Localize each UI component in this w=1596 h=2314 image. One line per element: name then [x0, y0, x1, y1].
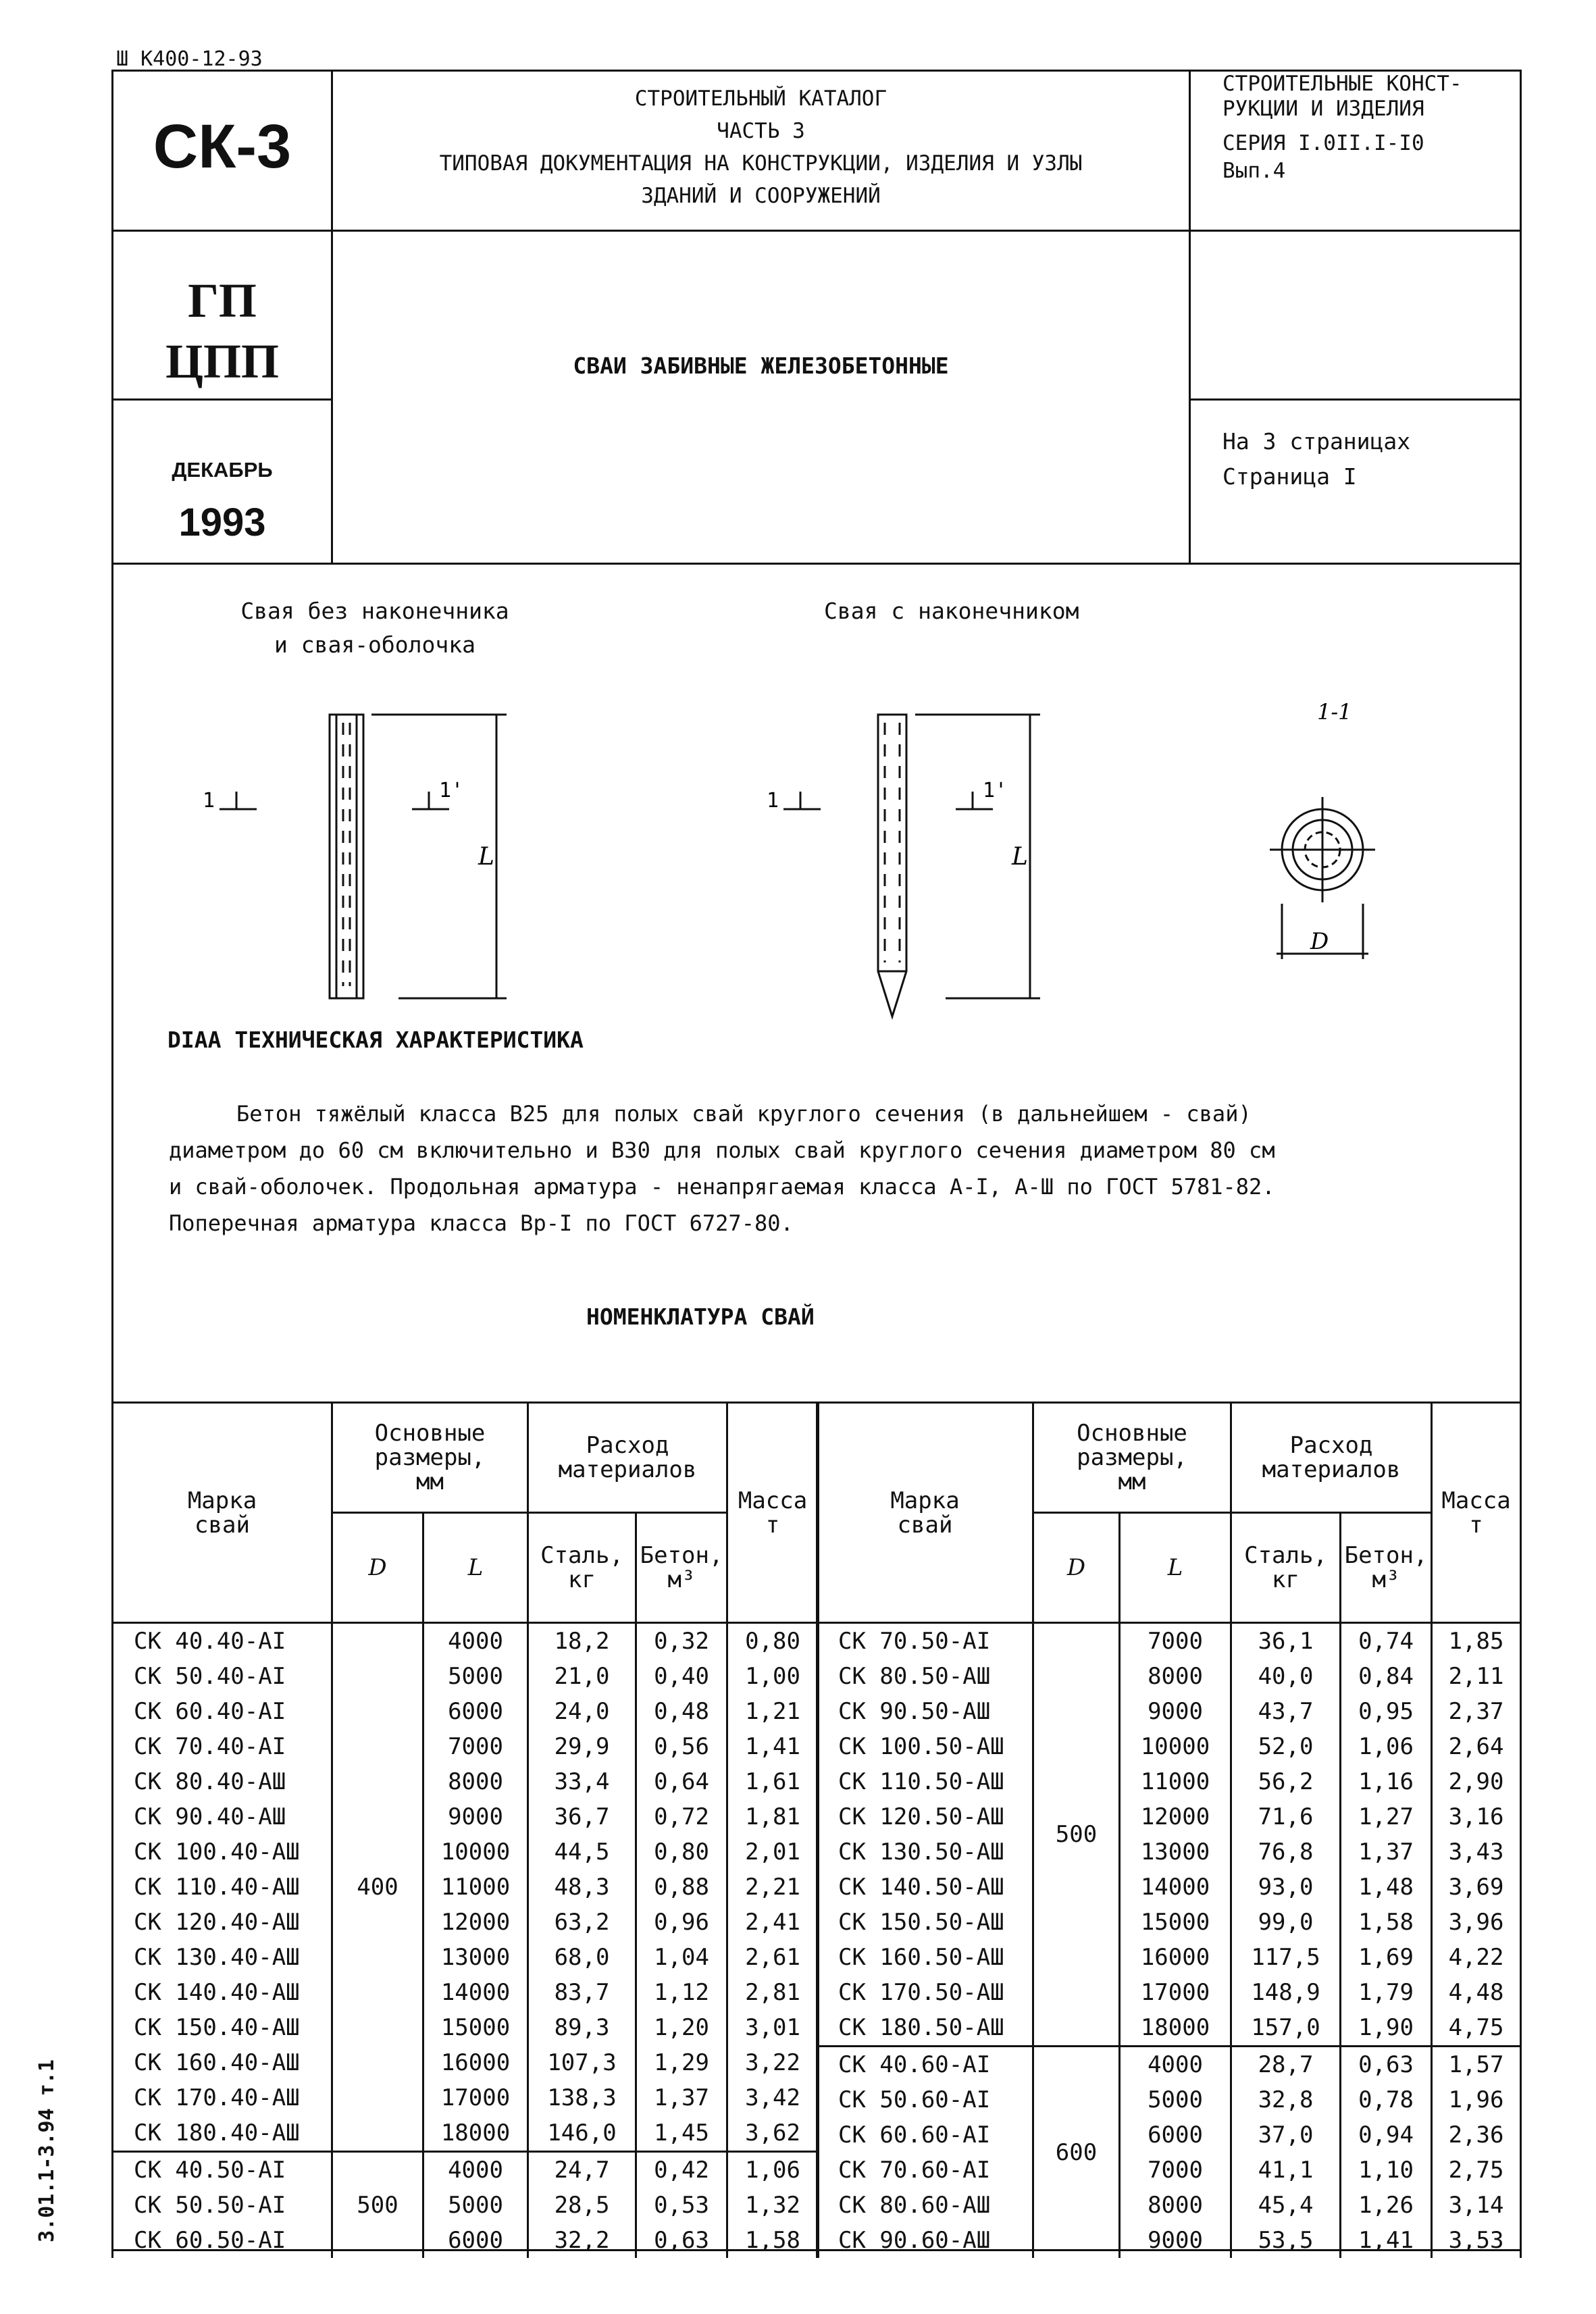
- document-title: СВАИ ЗАБИВНЫЕ ЖЕЛЕЗОБЕТОННЫЕ: [573, 353, 949, 379]
- steel-cell: 37,0: [1231, 2117, 1341, 2153]
- steel-cell: 76,8: [1231, 1834, 1341, 1870]
- concrete-cell: 1,37: [1341, 1834, 1432, 1870]
- length-cell: 17000: [423, 2080, 528, 2115]
- pile-mark-cell: СК 130.40-АШ: [113, 1940, 332, 1975]
- pages-info: [1222, 424, 1410, 494]
- steel-header: Сталь, кг: [1231, 1513, 1341, 1623]
- mass-cell: 1,06: [727, 2152, 819, 2188]
- pile-mark-cell: СК 120.40-АШ: [113, 1905, 332, 1940]
- pile-mark-cell: СК 60.60-АI: [817, 2117, 1033, 2153]
- table-row: [817, 1870, 1521, 1905]
- mass-header: Масса т: [1432, 1403, 1521, 1623]
- pile-mark-cell: СК 180.50-АШ: [817, 2010, 1033, 2047]
- tech-heading: DIAA ТЕХНИЧЕСКАЯ ХАРАКТЕРИСТИКА: [168, 1027, 584, 1053]
- mass-cell: 3,53: [1432, 2223, 1521, 2258]
- length-cell: 7000: [423, 1729, 528, 1764]
- diameter-cell: 400: [332, 1623, 423, 2152]
- length-cell: 17000: [1120, 1975, 1231, 2010]
- section-mark-1: 1: [203, 789, 215, 813]
- mass-cell: 2,81: [727, 1975, 819, 2010]
- caption-shell-pile: и свая-оболочка: [274, 632, 475, 658]
- steel-cell: 89,3: [528, 2010, 636, 2045]
- mass-cell: 3,62: [727, 2115, 819, 2152]
- mass-cell: 3,43: [1432, 1834, 1521, 1870]
- table-row: [817, 1694, 1521, 1729]
- pile-mark-cell: СК 180.40-АШ: [113, 2115, 332, 2152]
- table-row: [113, 2188, 819, 2223]
- pages-line: Страница I: [1222, 463, 1357, 490]
- section-mark-1-prime: 1': [983, 779, 1008, 802]
- concrete-cell: 0,56: [636, 1729, 727, 1764]
- table-row: [817, 1659, 1521, 1694]
- concrete-cell: 1,45: [636, 2115, 727, 2152]
- section-mark-1-prime: 1': [439, 779, 464, 802]
- table-row: [113, 1940, 819, 1975]
- mass-cell: 1,00: [727, 1659, 819, 1694]
- concrete-cell: 0,64: [636, 1764, 727, 1799]
- table-row: [817, 2082, 1521, 2117]
- pile-mark-cell: СК 150.50-АШ: [817, 1905, 1033, 1940]
- table-row: [113, 1870, 819, 1905]
- pile-mark-cell: СК 150.40-АШ: [113, 2010, 332, 2045]
- length-cell: 4000: [1120, 2047, 1231, 2083]
- nomenclature-table-left: [111, 1402, 819, 2258]
- main-dims-header: Основные размеры, мм: [1033, 1403, 1231, 1513]
- table-row: [113, 2152, 819, 2188]
- pile-mark-cell: СК 90.40-АШ: [113, 1799, 332, 1834]
- steel-cell: 18,2: [528, 1623, 636, 1660]
- concrete-cell: 0,53: [636, 2188, 727, 2223]
- pile-mark-cell: СК 170.40-АШ: [113, 2080, 332, 2115]
- length-cell: 12000: [423, 1905, 528, 1940]
- length-cell: 5000: [423, 1659, 528, 1694]
- issue-year: 1993: [178, 500, 266, 544]
- steel-cell: 36,7: [528, 1799, 636, 1834]
- pile-mark-cell: СК 60.40-АI: [113, 1694, 332, 1729]
- length-cell: 16000: [1120, 1940, 1231, 1975]
- concrete-cell: 0,72: [636, 1799, 727, 1834]
- steel-cell: 24,0: [528, 1694, 636, 1729]
- consumption-header: Расход материалов: [528, 1403, 727, 1513]
- concrete-cell: 1,12: [636, 1975, 727, 2010]
- length-cell: 15000: [423, 2010, 528, 2045]
- table-row: [817, 1764, 1521, 1799]
- series-line: Вып.4: [1222, 159, 1286, 183]
- concrete-cell: 0,88: [636, 1870, 727, 1905]
- table-row: [113, 1834, 819, 1870]
- mass-cell: 3,16: [1432, 1799, 1521, 1834]
- document-code: Ш К400-12-93: [116, 47, 263, 71]
- series-line: СТРОИТЕЛЬНЫЕ КОНСТ-: [1222, 72, 1462, 96]
- concrete-cell: 1,16: [1341, 1764, 1432, 1799]
- length-cell: 5000: [1120, 2082, 1231, 2117]
- steel-cell: 28,7: [1231, 2047, 1341, 2083]
- length-cell: 12000: [1120, 1799, 1231, 1834]
- table-row: [817, 2223, 1521, 2258]
- mass-cell: 3,69: [1432, 1870, 1521, 1905]
- mass-cell: 3,42: [727, 2080, 819, 2115]
- length-cell: 7000: [1120, 2153, 1231, 2188]
- table-row: [113, 1764, 819, 1799]
- concrete-cell: 0,63: [1341, 2047, 1432, 2083]
- steel-cell: 43,7: [1231, 1694, 1341, 1729]
- length-header: L: [423, 1513, 528, 1623]
- concrete-cell: 1,04: [636, 1940, 727, 1975]
- concrete-cell: 1,26: [1341, 2188, 1432, 2223]
- diameter-cell: 500: [1033, 1623, 1120, 2047]
- mass-cell: 1,96: [1432, 2082, 1521, 2117]
- mass-cell: 4,22: [1432, 1940, 1521, 1975]
- concrete-cell: 1,06: [1341, 1729, 1432, 1764]
- mark-header: Марка свай: [817, 1403, 1033, 1623]
- steel-cell: 52,0: [1231, 1729, 1341, 1764]
- pile-mark-cell: СК 100.50-АШ: [817, 1729, 1033, 1764]
- length-cell: 8000: [1120, 1659, 1231, 1694]
- series-line: СЕРИЯ I.0II.I-I0: [1222, 131, 1424, 155]
- table-row: [113, 2045, 819, 2080]
- mass-cell: 2,11: [1432, 1659, 1521, 1694]
- table-row: [817, 1623, 1521, 1660]
- series-block: [1222, 72, 1462, 184]
- pile-mark-cell: СК 130.50-АШ: [817, 1834, 1033, 1870]
- mass-cell: 2,61: [727, 1940, 819, 1975]
- concrete-cell: 0,96: [636, 1905, 727, 1940]
- mass-cell: 1,41: [727, 1729, 819, 1764]
- pile-mark-cell: СК 90.60-АШ: [817, 2223, 1033, 2258]
- mass-cell: 3,14: [1432, 2188, 1521, 2223]
- concrete-cell: 0,74: [1341, 1623, 1432, 1660]
- steel-cell: 21,0: [528, 1659, 636, 1694]
- pile-mark-cell: СК 110.40-АШ: [113, 1870, 332, 1905]
- length-cell: 10000: [423, 1834, 528, 1870]
- length-cell: 6000: [423, 2223, 528, 2258]
- steel-cell: 40,0: [1231, 1659, 1341, 1694]
- diameter-cell: 500: [332, 2152, 423, 2259]
- table-row: [113, 1975, 819, 2010]
- catalog-line: ЗДАНИЙ И СООРУЖЕНИЙ: [641, 184, 881, 208]
- caption-pile-with-tip: Свая с наконечником: [824, 598, 1079, 624]
- table-row: [817, 1975, 1521, 2010]
- table-row: [113, 2010, 819, 2045]
- pile-mark-cell: СК 60.50-АI: [113, 2223, 332, 2258]
- length-dim-label: L: [478, 843, 494, 871]
- length-cell: 14000: [423, 1975, 528, 2010]
- mass-cell: 3,22: [727, 2045, 819, 2080]
- mass-cell: 1,32: [727, 2188, 819, 2223]
- length-cell: 8000: [1120, 2188, 1231, 2223]
- length-cell: 5000: [423, 2188, 528, 2223]
- table-row: [817, 1834, 1521, 1870]
- mass-cell: 1,81: [727, 1799, 819, 1834]
- table-row: [113, 1905, 819, 1940]
- steel-cell: 33,4: [528, 1764, 636, 1799]
- mass-cell: 3,01: [727, 2010, 819, 2045]
- section-mark-1: 1: [767, 789, 779, 813]
- pile-mark-cell: СК 160.40-АШ: [113, 2045, 332, 2080]
- pile-mark-cell: СК 80.60-АШ: [817, 2188, 1033, 2223]
- mass-cell: 3,96: [1432, 1905, 1521, 1940]
- steel-header: Сталь, кг: [528, 1513, 636, 1623]
- length-cell: 15000: [1120, 1905, 1231, 1940]
- steel-cell: 28,5: [528, 2188, 636, 2223]
- steel-cell: 83,7: [528, 1975, 636, 2010]
- pile-mark-cell: СК 80.40-АШ: [113, 1764, 332, 1799]
- length-cell: 7000: [1120, 1623, 1231, 1660]
- table-row: [113, 2115, 819, 2152]
- caption-pile-without-tip: Свая без наконечника: [240, 598, 509, 624]
- pile-mark-cell: СК 140.50-АШ: [817, 1870, 1033, 1905]
- concrete-cell: 1,41: [1341, 2223, 1432, 2258]
- diameter-header: D: [332, 1513, 423, 1623]
- tech-text: [169, 1096, 1275, 1241]
- length-cell: 13000: [423, 1940, 528, 1975]
- steel-cell: 63,2: [528, 1905, 636, 1940]
- pile-mark-cell: СК 80.50-АШ: [817, 1659, 1033, 1694]
- steel-cell: 146,0: [528, 2115, 636, 2152]
- mass-header: Масса т: [727, 1403, 819, 1623]
- pile-mark-cell: СК 70.50-АI: [817, 1623, 1033, 1660]
- series-line: РУКЦИИ И ИЗДЕЛИЯ: [1222, 97, 1424, 121]
- concrete-cell: 0,78: [1341, 2082, 1432, 2117]
- concrete-cell: 0,80: [636, 1834, 727, 1870]
- concrete-cell: 0,63: [636, 2223, 727, 2258]
- catalog-line: ТИПОВАЯ ДОКУМЕНТАЦИЯ НА КОНСТРУКЦИИ, ИЗДЕЛИЯ И УЗЛЫ: [439, 151, 1083, 176]
- concrete-header: Бетон, м³: [1341, 1513, 1432, 1623]
- concrete-cell: 1,37: [636, 2080, 727, 2115]
- table-row: [817, 2047, 1521, 2083]
- pile-mark-cell: СК 70.40-АI: [113, 1729, 332, 1764]
- steel-cell: 53,5: [1231, 2223, 1341, 2258]
- diameter-header: D: [1033, 1513, 1120, 1623]
- concrete-cell: 0,42: [636, 2152, 727, 2188]
- table-row: [817, 1940, 1521, 1975]
- pile-with-tip-drawing: [756, 689, 1108, 1027]
- length-cell: 9000: [1120, 1694, 1231, 1729]
- table-row: [817, 1905, 1521, 1940]
- organization: [113, 270, 331, 392]
- steel-cell: 32,8: [1231, 2082, 1341, 2117]
- consumption-header: Расход материалов: [1231, 1403, 1432, 1513]
- table-row: [817, 2010, 1521, 2047]
- pile-mark-cell: СК 170.50-АШ: [817, 1975, 1033, 2010]
- steel-cell: 157,0: [1231, 2010, 1341, 2047]
- mass-cell: 2,36: [1432, 2117, 1521, 2153]
- length-cell: 8000: [423, 1764, 528, 1799]
- mass-cell: 2,90: [1432, 1764, 1521, 1799]
- steel-cell: 45,4: [1231, 2188, 1341, 2223]
- catalog-line: ЧАСТЬ 3: [717, 119, 805, 143]
- pile-mark-cell: СК 120.50-АШ: [817, 1799, 1033, 1834]
- tech-line: Бетон тяжёлый класса В25 для полых свай круглого сечения (в дальнейшем - свай): [236, 1101, 1252, 1127]
- mass-cell: 0,80: [727, 1623, 819, 1660]
- pile-mark-cell: СК 50.40-АI: [113, 1659, 332, 1694]
- length-cell: 9000: [423, 1799, 528, 1834]
- steel-cell: 48,3: [528, 1870, 636, 1905]
- org-line: ЦПП: [165, 334, 279, 388]
- catalog-line: СТРОИТЕЛЬНЫЙ КАТАЛОГ: [634, 86, 887, 111]
- nomenclature-table-right: [816, 1402, 1522, 2258]
- steel-cell: 56,2: [1231, 1764, 1341, 1799]
- mass-cell: 4,75: [1432, 2010, 1521, 2047]
- nomenclature-title: НОМЕНКЛАТУРА СВАЙ: [586, 1304, 815, 1330]
- diameter-cell: 600: [1033, 2047, 1120, 2259]
- mass-cell: 1,85: [1432, 1623, 1521, 1660]
- section-1-1-drawing: [1243, 689, 1445, 986]
- pile-mark-cell: СК 160.50-АШ: [817, 1940, 1033, 1975]
- length-cell: 18000: [423, 2115, 528, 2152]
- pile-mark-cell: СК 110.50-АШ: [817, 1764, 1033, 1799]
- mass-cell: 2,21: [727, 1870, 819, 1905]
- pile-mark-cell: СК 90.50-АШ: [817, 1694, 1033, 1729]
- concrete-cell: 1,27: [1341, 1799, 1432, 1834]
- length-cell: 11000: [1120, 1764, 1231, 1799]
- pile-mark-cell: СК 140.40-АШ: [113, 1975, 332, 2010]
- length-cell: 6000: [423, 1694, 528, 1729]
- length-dim-label: L: [1012, 843, 1028, 871]
- steel-cell: 44,5: [528, 1834, 636, 1870]
- mass-cell: 1,61: [727, 1764, 819, 1799]
- concrete-cell: 1,79: [1341, 1975, 1432, 2010]
- table-row: [817, 2117, 1521, 2153]
- tech-line: диаметром до 60 см включительно и В30 для полых свай круглого сечения диаметром 80 см: [169, 1137, 1275, 1163]
- concrete-cell: 1,10: [1341, 2153, 1432, 2188]
- side-stamp: 3.01.1-3.94 т.1: [35, 2059, 59, 2242]
- concrete-cell: 0,48: [636, 1694, 727, 1729]
- steel-cell: 29,9: [528, 1729, 636, 1764]
- concrete-header: Бетон, м³: [636, 1513, 727, 1623]
- concrete-cell: 0,32: [636, 1623, 727, 1660]
- main-dims-header: Основные размеры, мм: [332, 1403, 528, 1513]
- length-cell: 4000: [423, 2152, 528, 2188]
- catalog-title-block: [333, 82, 1189, 212]
- mass-cell: 2,01: [727, 1834, 819, 1870]
- concrete-cell: 1,48: [1341, 1870, 1432, 1905]
- pile-mark-cell: СК 100.40-АШ: [113, 1834, 332, 1870]
- mass-cell: 1,58: [727, 2223, 819, 2258]
- org-line: ГП: [188, 274, 257, 328]
- length-cell: 11000: [423, 1870, 528, 1905]
- mass-cell: 1,21: [727, 1694, 819, 1729]
- steel-cell: 32,2: [528, 2223, 636, 2258]
- diameter-dim-label: D: [1310, 928, 1329, 955]
- steel-cell: 117,5: [1231, 1940, 1341, 1975]
- concrete-cell: 1,90: [1341, 2010, 1432, 2047]
- mass-cell: 4,48: [1432, 1975, 1521, 2010]
- steel-cell: 138,3: [528, 2080, 636, 2115]
- table-row: [113, 1659, 819, 1694]
- table-row: [817, 2188, 1521, 2223]
- length-cell: 4000: [423, 1623, 528, 1660]
- steel-cell: 107,3: [528, 2045, 636, 2080]
- table-row: [817, 1729, 1521, 1764]
- concrete-cell: 1,29: [636, 2045, 727, 2080]
- table-row: [113, 1694, 819, 1729]
- mark-header: Марка свай: [113, 1403, 332, 1623]
- steel-cell: 68,0: [528, 1940, 636, 1975]
- mass-cell: 2,41: [727, 1905, 819, 1940]
- table-row: [113, 1729, 819, 1764]
- tech-line: Поперечная арматура класса Вр-I по ГОСТ 6727-80.: [169, 1210, 794, 1236]
- pile-mark-cell: СК 50.60-АI: [817, 2082, 1033, 2117]
- pile-mark-cell: СК 50.50-АI: [113, 2188, 332, 2223]
- tech-line: и свай-оболочек. Продольная арматура - ненапрягаемая класса А-I, А-Ш по ГОСТ 5781-82.: [169, 1174, 1275, 1200]
- length-cell: 9000: [1120, 2223, 1231, 2258]
- steel-cell: 71,6: [1231, 1799, 1341, 1834]
- table-row: [113, 2223, 819, 2258]
- steel-cell: 24,7: [528, 2152, 636, 2188]
- catalog-code: СК-3: [153, 112, 292, 181]
- table-row: [817, 1799, 1521, 1834]
- concrete-cell: 0,84: [1341, 1659, 1432, 1694]
- length-cell: 16000: [423, 2045, 528, 2080]
- table-row: [113, 1799, 819, 1834]
- length-cell: 18000: [1120, 2010, 1231, 2047]
- section-label: 1-1: [1317, 699, 1352, 725]
- length-cell: 6000: [1120, 2117, 1231, 2153]
- steel-cell: 41,1: [1231, 2153, 1341, 2188]
- table-row: [817, 2153, 1521, 2188]
- concrete-cell: 0,94: [1341, 2117, 1432, 2153]
- pile-mark-cell: СК 40.40-АI: [113, 1623, 332, 1660]
- mass-cell: 2,75: [1432, 2153, 1521, 2188]
- pile-mark-cell: СК 70.60-АI: [817, 2153, 1033, 2188]
- table-row: [113, 2080, 819, 2115]
- mass-cell: 1,57: [1432, 2047, 1521, 2083]
- issue-month: ДЕКАБРЬ: [172, 458, 273, 482]
- pile-without-tip-drawing: [182, 689, 534, 1006]
- mass-cell: 2,64: [1432, 1729, 1521, 1764]
- concrete-cell: 1,69: [1341, 1940, 1432, 1975]
- table-row: [113, 1623, 819, 1660]
- steel-cell: 99,0: [1231, 1905, 1341, 1940]
- length-header: L: [1120, 1513, 1231, 1623]
- mass-cell: 2,37: [1432, 1694, 1521, 1729]
- concrete-cell: 1,20: [636, 2010, 727, 2045]
- concrete-cell: 0,40: [636, 1659, 727, 1694]
- length-cell: 14000: [1120, 1870, 1231, 1905]
- steel-cell: 36,1: [1231, 1623, 1341, 1660]
- pile-mark-cell: СК 40.50-АI: [113, 2152, 332, 2188]
- length-cell: 13000: [1120, 1834, 1231, 1870]
- pages-line: На 3 страницах: [1222, 428, 1411, 455]
- concrete-cell: 0,95: [1341, 1694, 1432, 1729]
- steel-cell: 148,9: [1231, 1975, 1341, 2010]
- pile-mark-cell: СК 40.60-АI: [817, 2047, 1033, 2083]
- length-cell: 10000: [1120, 1729, 1231, 1764]
- steel-cell: 93,0: [1231, 1870, 1341, 1905]
- concrete-cell: 1,58: [1341, 1905, 1432, 1940]
